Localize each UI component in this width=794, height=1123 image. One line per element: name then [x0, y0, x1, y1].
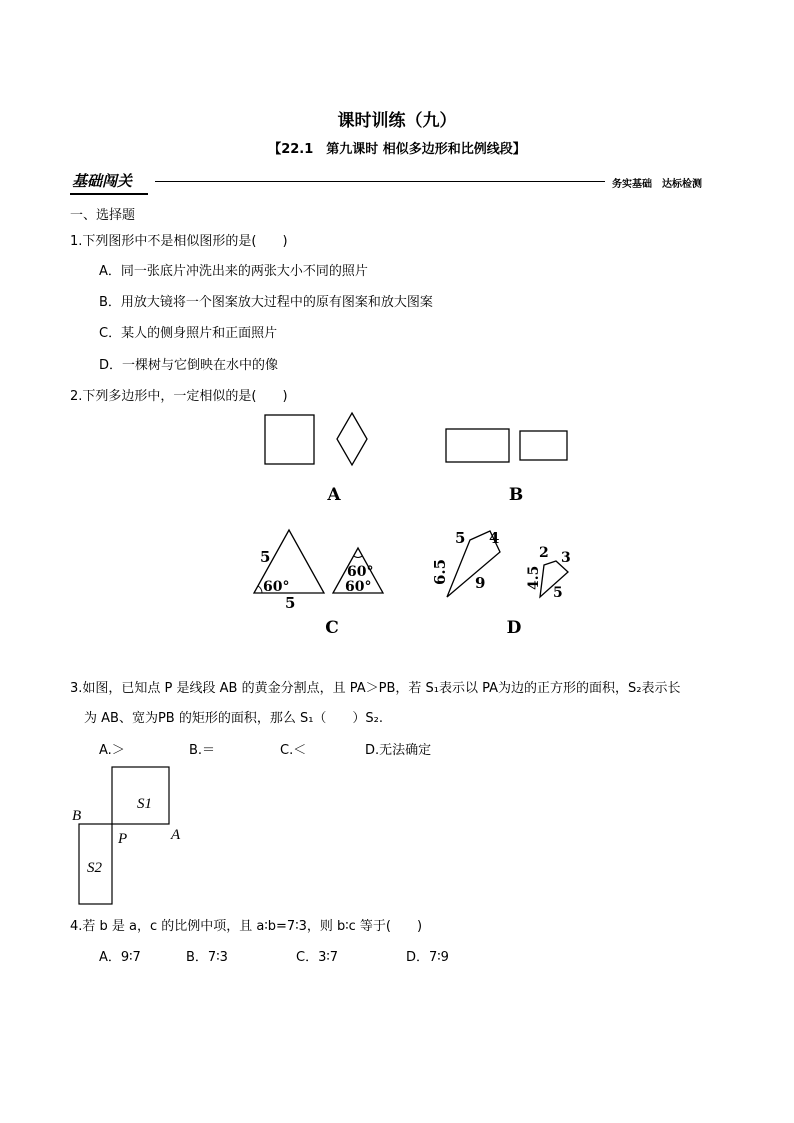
page-subtitle: 【22.1 第九课时 相似多边形和比例线段】	[268, 142, 526, 157]
question-1-option-a: A．同一张底片冲洗出来的两张大小不同的照片	[99, 264, 368, 279]
figure-c-side-bottom: 5	[285, 594, 296, 612]
figure-d-big-side-bottom: 9	[475, 574, 486, 592]
page-title: 课时训练（九）	[337, 111, 457, 131]
question-4-option-b: B．7∶3	[186, 950, 228, 965]
question-1-option-d: D．一棵树与它倒映在水中的像	[99, 358, 279, 373]
figure-d-small-side-top: 2	[539, 545, 549, 561]
figure-label-s2: S2	[87, 860, 102, 876]
figure-label-b: B	[508, 485, 524, 505]
figure-d-big-side-right: 4	[489, 529, 500, 547]
figure-label-a: A	[327, 485, 341, 505]
figure-label-s1: S1	[137, 796, 152, 812]
figure-label-d: D	[506, 618, 522, 638]
figure-d-small-side-left: 4.5	[526, 565, 542, 590]
question-3-option-b: B.＝	[189, 743, 216, 758]
question-3-option-a: A.＞	[99, 743, 125, 758]
figure-c-side-left: 5	[260, 548, 271, 566]
figure-point-a: A	[171, 827, 181, 843]
figure-b-rect-large	[446, 429, 509, 462]
figure-c-angle-small-bottom: 60°	[345, 579, 372, 595]
figure-d-small-side-bottom: 5	[553, 585, 563, 601]
section-tag: 基础闯关	[72, 172, 133, 190]
figure-c-angle-arc-top	[354, 556, 362, 558]
figure-label-c: C	[325, 618, 339, 638]
figure-d-big-side-left: 6.5	[431, 558, 449, 585]
figure-c-angle-large: 60°	[263, 579, 290, 595]
question-4-option-d: D．7∶9	[406, 950, 449, 965]
section-right-caption: 务实基础 达标检测	[612, 179, 702, 190]
question-4-option-c: C．3∶7	[296, 950, 339, 965]
figure-d-small-side-right: 3	[561, 550, 571, 566]
part-label: 一、选择题	[70, 208, 136, 223]
figure-a-rhombus	[337, 413, 367, 465]
question-3-option-c: C.＜	[280, 743, 307, 758]
figure-c-angle-small-top: 60°	[347, 564, 374, 580]
question-3-option-d: D.无法确定	[365, 743, 432, 758]
question-1-option-c: C．某人的侧身照片和正面照片	[99, 326, 278, 341]
question-4-option-a: A．9∶7	[99, 950, 141, 965]
question-2-stem: 2.下列多边形中，一定相似的是( )	[70, 389, 288, 404]
question-3-stem-line-1: 3.如图，已知点 P 是线段 AB 的黄金分割点，且 PA＞PB，若 S₁表示以 PA为边的正方形的面积，S₂表示长	[70, 681, 681, 696]
question-3-stem-line-2: 为 AB、宽为PB 的矩形的面积，那么 S₁（ ）S₂.	[84, 711, 384, 726]
question-1-stem: 1.下列图形中不是相似图形的是( )	[70, 234, 288, 249]
figure-d-big-side-top: 5	[455, 529, 466, 547]
figure-a-square	[265, 415, 314, 464]
figure-point-p: P	[118, 831, 128, 847]
question-1-option-b: B．用放大镜将一个图案放大过程中的原有图案和放大图案	[99, 295, 433, 310]
figure-c-angle-arc-large	[258, 586, 262, 593]
figure-point-b: B	[72, 808, 82, 824]
figure-b-rect-small	[520, 431, 567, 460]
question-4-stem: 4.若 b 是 a，c 的比例中项，且 a∶b=7∶3，则 b∶c 等于( )	[70, 919, 423, 934]
